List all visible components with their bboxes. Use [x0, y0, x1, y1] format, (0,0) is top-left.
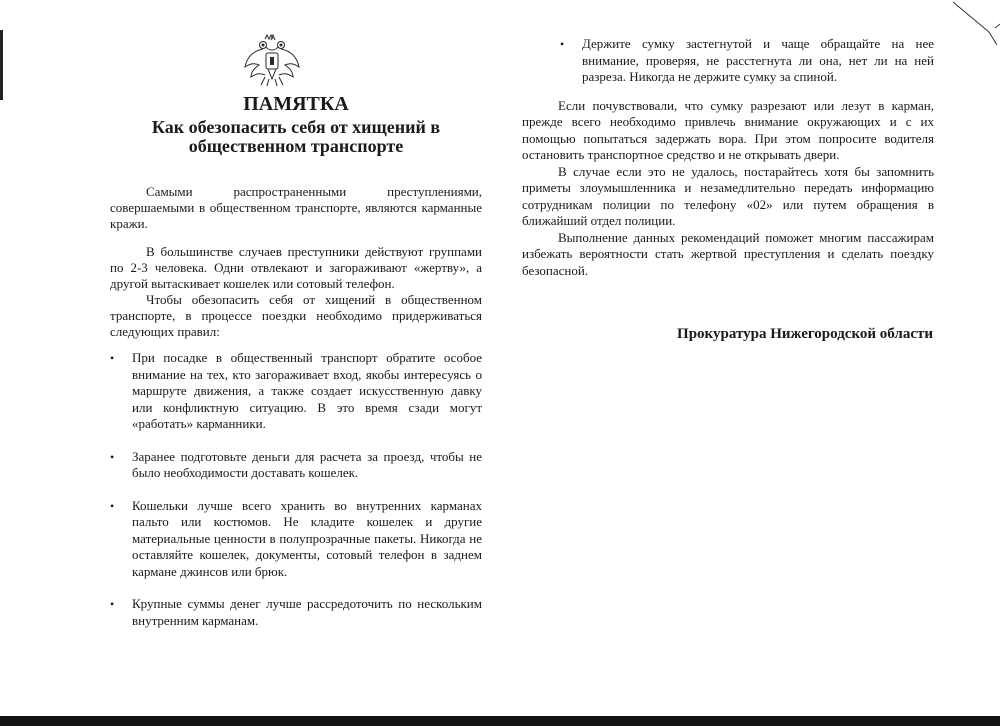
bullet-icon: • [560, 37, 565, 51]
scan-mark-lines [945, 0, 1000, 45]
right-column [522, 36, 934, 279]
bullet-icon: • [110, 597, 115, 611]
subtitle-line-1: Как обезопасить себя от хищений в [151, 117, 441, 137]
intro-paragraph-1: Самыми распространенными преступлениями, совершаемыми в общественном транспорте, являются карманные кражи. [110, 184, 482, 231]
bullet-icon: • [110, 351, 115, 365]
rule-item [110, 449, 482, 482]
rule-text: Крупные суммы денег лучше рассредоточить по нескольким внутренним карманам. [132, 596, 482, 628]
bullet-icon: • [110, 449, 115, 464]
rule-item [110, 596, 482, 629]
scan-edge-bottom [0, 716, 1000, 726]
advice-paragraph-3: Выполнение данных рекомендаций поможет многим пассажирам избежать вероятности стать жертвой преступления и сделать поездку безопасной. [522, 229, 934, 278]
left-column [110, 92, 482, 629]
bullet-icon: • [110, 498, 115, 513]
signature: Прокуратура Нижегородской области [677, 326, 933, 342]
scan-edge-left [0, 30, 3, 100]
rule-item [110, 350, 482, 433]
page-subtitle [110, 118, 482, 156]
rule-text: Заранее подготовьте деньги для расчета за проезд, чтобы не было необходимости доставать кошелек. [132, 448, 482, 480]
intro-paragraph-3: Чтобы обезопасить себя от хищений в общественном транспорте, в процессе поездки необходимо придерживаться следующих правил: [110, 292, 482, 339]
rule-text: Держите сумку застегнутой и чаще обращайте на нее внимание, проверяя, не расстегнута ли она, нет ли на ней разреза. Никогда не держите сумку за спиной. [582, 36, 934, 84]
intro-paragraph-2: В большинстве случаев преступники действуют группами по 2-3 человека. Одни отвлекают и загораживают «жертву», а другой вытаскивает кошелек или сотовый телефон. [110, 244, 482, 291]
rule-text: При посадке в общественный транспорт обратите особое внимание на тех, кто загораживает вход, якобы интересуясь о маршруте движения, а также создает искусственную давку или конфликтную ситуацию. В это время сзади могут «работать» карманники. [132, 350, 482, 431]
double-headed-eagle-emblem-icon [243, 33, 301, 88]
advice-paragraph-2: В случае если это не удалось, постарайтесь хотя бы запомнить приметы злоумышленника и незамедлительно передать информацию сотрудникам полиции по телефону «02» или путем обращения в ближайший отдел полиции. [522, 163, 934, 228]
page-title: ПАМЯТКА [243, 93, 349, 115]
rules-list [110, 350, 482, 629]
subtitle-line-2: общественном транспорте [188, 136, 404, 156]
rule-item [560, 36, 934, 86]
advice-paragraph-1: Если почувствовали, что сумку разрезают или лезут в карман, прежде всего необходимо привлечь внимание окружающих и с их помощью попытаться задержать вора. При этом попросите водителя остановить транспортное средство и не открывать двери. [522, 97, 934, 162]
rule-item [110, 498, 482, 581]
rule-text: Кошельки лучше всего хранить во внутренних карманах пальто или костюмов. Не кладите кошелек и другие материальные ценности в полупрозрачные пакеты. Никогда не оставляйте кошелек, документы, сотовый телефон в заднем кармане джинсов или брюк. [132, 497, 482, 579]
rules-list-continued [522, 36, 934, 86]
